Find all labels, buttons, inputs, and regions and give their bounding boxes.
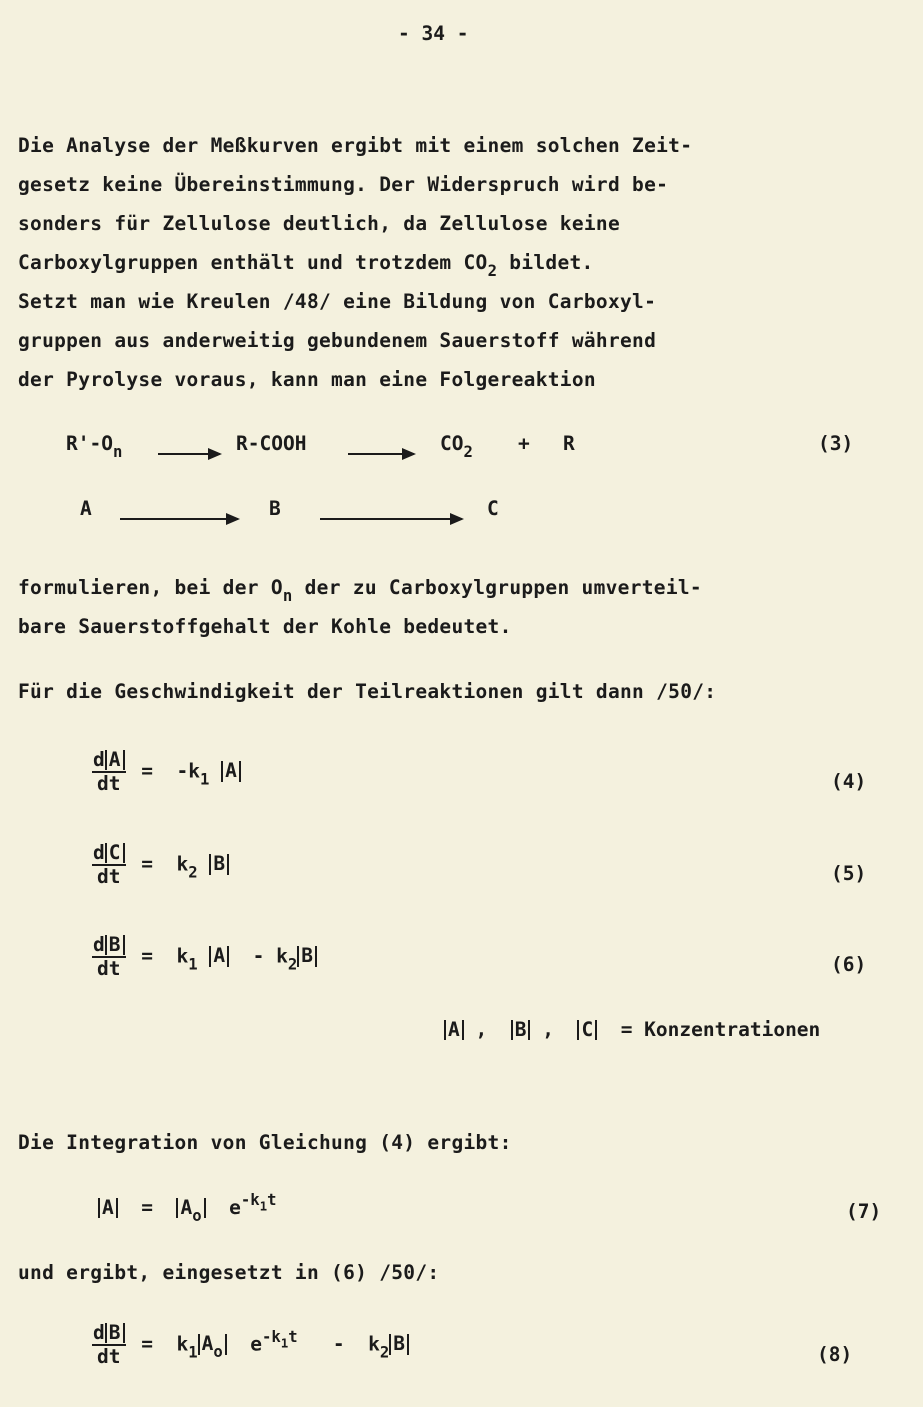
label-a: A [80, 497, 92, 520]
equation-5: $\frac{\text{d C}}{dt}$ = $k_2$ B [92, 843, 229, 887]
label-b: B [269, 497, 281, 520]
equation-number: (4) [831, 770, 867, 793]
page-number: - 34 - [398, 22, 469, 45]
text-line: gruppen aus anderweitig gebundenem Sauerstoff während [18, 329, 657, 352]
text-line: Die Integration von Gleichung (4) ergibt: [18, 1131, 512, 1154]
product-r: R [563, 432, 575, 455]
arrow-icon [348, 441, 414, 464]
text-line: Setzt man wie Kreulen /48/ eine Bildung von Carboxyl- [18, 290, 657, 313]
text-line: bare Sauerstoffgehalt der Kohle bedeutet. [18, 615, 512, 638]
equation-6: $\frac{\text{d B}}{dt}$ = $k_1$ A - $k_2$ B [92, 935, 317, 979]
arrow-icon [158, 441, 220, 464]
equation-7: $A = A_o$ $e^{-k_1t}$ [98, 1196, 277, 1219]
plus-sign: + [518, 432, 530, 455]
text-line: formulieren, bei der $O_n$ der zu Carboxylgruppen umverteil- [18, 576, 702, 606]
equation-number: (5) [831, 862, 867, 885]
concentration-legend: A , B , C = Konzentrationen [444, 1018, 820, 1041]
text-line: der Pyrolyse voraus, kann man eine Folgereaktion [18, 368, 596, 391]
equation-4: $\frac{\text{d A}}{dt}$ = $-k_1$ A [92, 750, 241, 794]
equation-number: (6) [831, 953, 867, 976]
product-co2: $CO_2$ [440, 432, 473, 462]
equation-8: $\frac{\text{d B}}{dt}$ = $k_1$ $A_o$ $e^{-k_1t}$ - $k_2$ B [92, 1323, 409, 1367]
equation-number: (7) [846, 1200, 882, 1223]
text-line: Für die Geschwindigkeit der Teilreaktionen gilt dann /50/: [18, 680, 717, 703]
text-line: sonders für Zellulose deutlich, da Zellulose keine [18, 212, 620, 235]
intermediate-r-cooh: R-COOH [236, 432, 307, 455]
equation-number: (8) [817, 1343, 853, 1366]
reactant-r-on: $R'-O_n$ [66, 432, 123, 462]
label-c: C [487, 497, 499, 520]
text-line: Die Analyse der Meßkurven ergibt mit einem solchen Zeit- [18, 134, 693, 157]
text-line: Carboxylgruppen enthält und trotzdem $CO_2$ bildet. [18, 251, 594, 281]
equation-number: (3) [818, 432, 854, 455]
text-line: gesetz keine Übereinstimmung. Der Widerspruch wird be- [18, 173, 669, 196]
text-line: und ergibt, eingesetzt in (6) /50/: [18, 1261, 440, 1284]
arrow-icon [320, 506, 462, 529]
arrow-icon [120, 506, 238, 529]
